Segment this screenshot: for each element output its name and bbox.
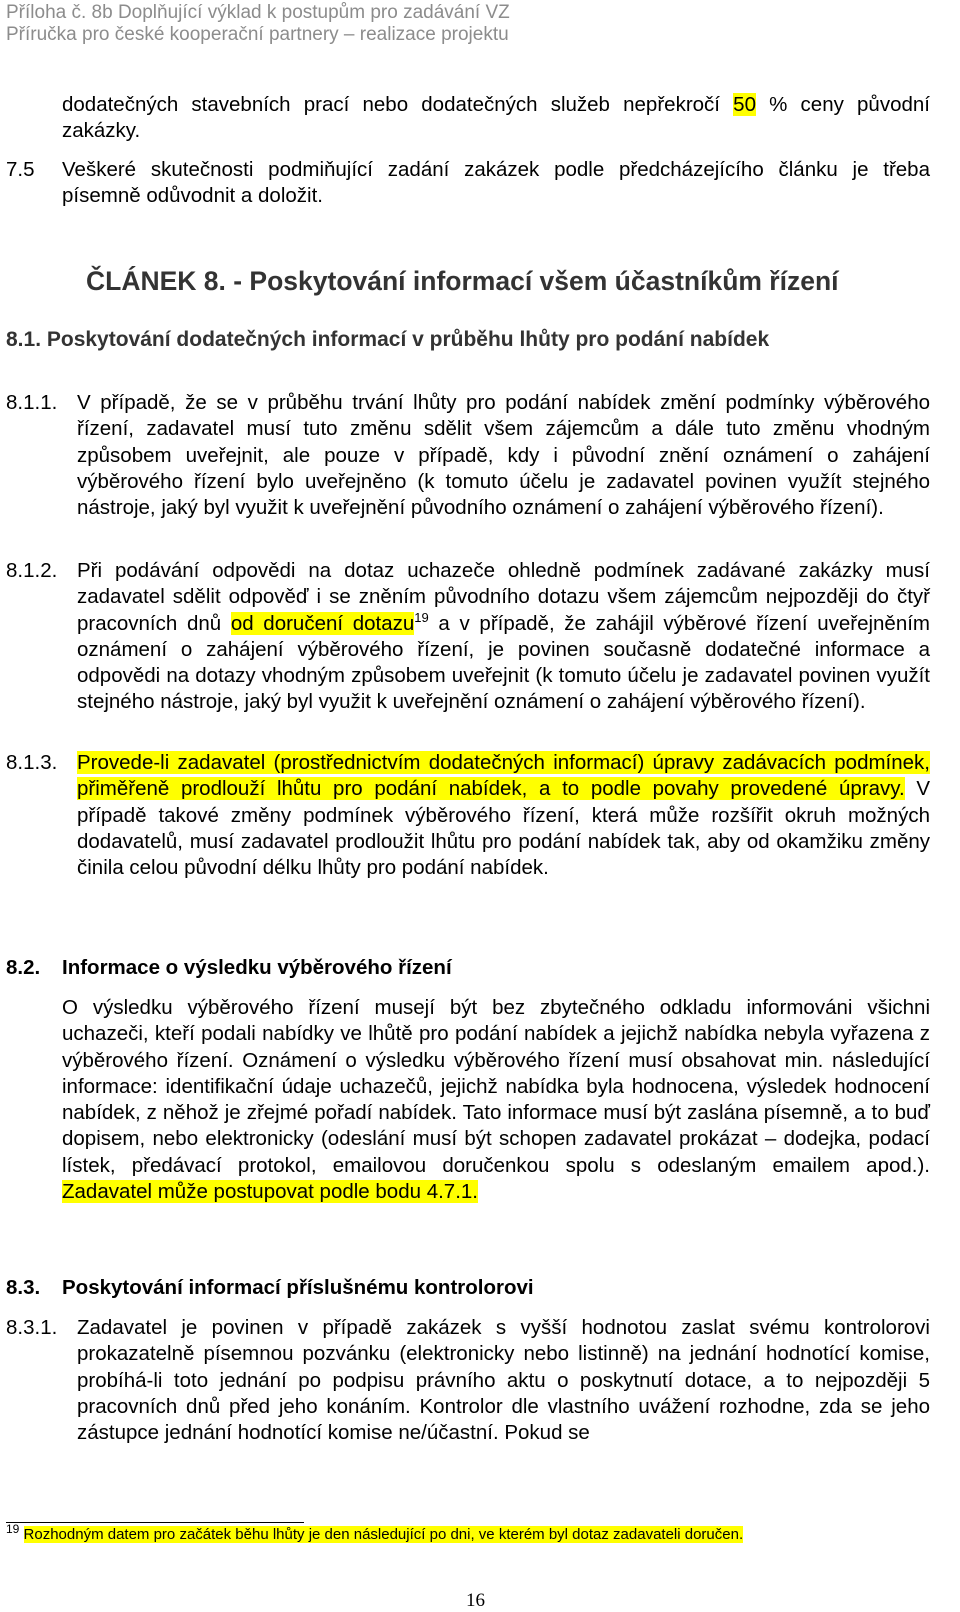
- section-7-5-number: 7.5: [6, 158, 35, 181]
- section-8-2-text: [62, 995, 930, 1205]
- section-8-2-text-body: O výsledku výběrového řízení musejí být bez zbytečného odkladu informováni všichni uchazeči, kteří podali nabídky ve lhůtě pro podání nabídek a jejichž nabídka nebyla vyřazena z výběrového řízení. Oznámení o výsledku výběrového řízení musí obsahovat min. následující informace: identifikační údaje uchazečů, jejichž nabídka byla hodnocena, výsledek hodnocení nabídek, z něhož je zřejmé pořadí nabídek. Tato informace musí být zaslána písemně, a to buď dopisem, nebo elektronicky (odeslání musí být schopen zadavatel prokázat – dodejka, podací lístek, předávací protokol, emailovou doručenkou spolu s odeslaným emailem apod.).: [62, 996, 930, 1177]
- section-8-1-2-text: [77, 558, 930, 716]
- header-line-1: Příloha č. 8b Doplňující výklad k postupům pro zadávání VZ: [6, 2, 510, 23]
- section-8-1-3-text: [77, 750, 930, 881]
- footnote: [6, 1522, 744, 1544]
- section-8-1-2-highlight: od doručení dotazu: [230, 611, 415, 635]
- section-8-1-heading: 8.1. Poskytování dodatečných informací v průběhu lhůty pro podání nabídek: [6, 328, 770, 351]
- section-8-1-1-text: V případě, že se v průběhu trvání lhůty pro podání nabídek změní podmínky výběrového řízení, zadavatel musí tuto změnu sdělit všem zájemcům a dále tuto změnu vhodným způsobem uveřejnit, ale pouze v případě, kdy i původní znění oznámení o zahájení výběrového řízení bylo uveřejněno (k tomuto účelu je zadavatel povinen využít stejného nástroje, jaký byl využit k uveřejnění původního oznámení o zahájení výběrového řízení).: [77, 391, 930, 520]
- section-8-3-1-number: 8.3.1.: [6, 1316, 58, 1339]
- section-8-1-3-text-b: V případě takové změny podmínek výběrového řízení, která může rozšířit okruh možných dodavatelů, musí zadavatel prodloužit lhůtu pro podání nabídek tak, aby od okamžiku změny činila celou původní délku lhůty pro podání nabídek.: [77, 777, 930, 880]
- section-8-1-3-highlight: Provede-li zadavatel (prostřednictvím dodatečných informací) úpravy zadávacích podmínek, přiměřeně prodlouží lhůtu pro podání nabídek, a to podle povahy provedené úpravy.: [77, 751, 930, 801]
- section-8-2-highlight: Zadavatel může postupovat podle bodu 4.7.1.: [62, 1180, 478, 1204]
- section-8-3-1-text: Zadavatel je povinen v případě zakázek s vyšší hodnotou zaslat svému kontrolorovi prokazatelně písemnou pozvánku (elektronicky nebo listinně) na jednání hodnotící komise, probíhá-li toto jednání po podpisu právního aktu o poskytnutí dotace, a to nejpozději 5 pracovních dnů před jeho konáním. Kontrolor dle vlastního uvážení rozhodne, zda se jeho zástupce jednání hodnotící komise ne/účastní. Pokud se: [77, 1316, 930, 1445]
- section-8-1-2-text-a: Při podávání odpovědi na dotaz uchazeče ohledně podmínek zadávané zakázky musí zadavatel sdělit odpověď i se zněním původního dotazu všem zájemcům nejpozději do čtyř pracovních dnů: [77, 559, 930, 635]
- intro-text-b: % ceny původní zakázky.: [62, 93, 930, 143]
- section-8-3-heading: Poskytování informací příslušnému kontrolorovi: [62, 1276, 534, 1299]
- header-line-2: Příručka pro české kooperační partnery – realizace projektu: [6, 24, 509, 45]
- footnote-separator: [6, 1522, 304, 1523]
- intro-highlight: 50: [733, 93, 756, 116]
- page-number: 16: [466, 1590, 485, 1611]
- intro-paragraph: [62, 92, 930, 145]
- section-8-1-2-number: 8.1.2.: [6, 559, 58, 582]
- section-7-5-text: Veškeré skutečnosti podmiňující zadání zakázek podle předcházejícího článku je třeba písemně odůvodnit a doložit.: [62, 158, 930, 208]
- section-8-2-heading: Informace o výsledku výběrového řízení: [62, 956, 452, 979]
- footnote-text: Rozhodným datem pro začátek běhu lhůty je den následující po dni, ve kterém byl dotaz zadavateli doručen.: [23, 1526, 744, 1543]
- section-8-1-3-number: 8.1.3.: [6, 751, 58, 774]
- section-8-2-number: 8.2.: [6, 956, 41, 979]
- section-8-1-2-text-b: a v případě, že zahájil výběrové řízení uveřejněním oznámení o zahájení výběrového řízení, je povinen současně dodatečné informace a odpovědi na dotazy vhodným způsobem uveřejnit (k tomuto účelu je zadavatel povinen využít stejného nástroje, jaký byl využit k uveřejnění oznámení o zahájení výběrového řízení).: [77, 611, 931, 714]
- intro-text-a: dodatečných stavebních prací nebo dodatečných služeb nepřekročí: [62, 93, 734, 116]
- section-8-3-number: 8.3.: [6, 1276, 41, 1299]
- article-8-title: ČLÁNEK 8. - Poskytování informací všem účastníkům řízení: [86, 266, 839, 296]
- footnote-number: 19: [6, 1522, 20, 1536]
- footnote-ref-19[interactable]: 19: [414, 609, 429, 625]
- section-8-1-1-number: 8.1.1.: [6, 391, 58, 414]
